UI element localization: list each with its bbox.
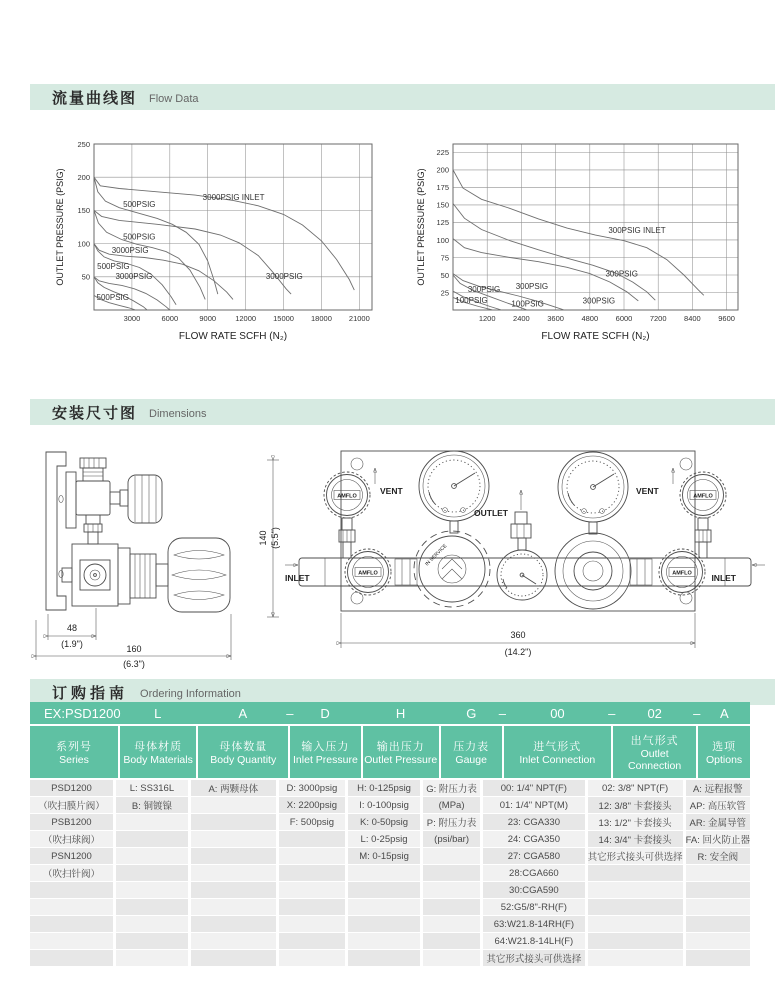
curve-label: 3000PSIG INLET [202, 192, 265, 202]
column-header-en: Inlet Pressure [293, 754, 358, 766]
table-cell [348, 865, 420, 881]
table-cell [191, 882, 276, 898]
table-cell [686, 933, 750, 949]
table-cell [423, 865, 480, 881]
table-cell [116, 882, 188, 898]
table-cell [116, 899, 188, 915]
table-cell: 24: CGA350 [483, 831, 584, 847]
table-cell [348, 933, 420, 949]
curve-label: 3000PSIG [111, 245, 149, 255]
flow-chart-3000psig [52, 134, 382, 351]
table-cell [116, 916, 188, 932]
table-cell: 28:CGA660 [483, 865, 584, 881]
ordering-title-zh: 订购指南 [52, 684, 129, 702]
pressure-gauge-right [558, 452, 628, 534]
x-tick-label: 9000 [199, 314, 217, 323]
x-tick-label: 4800 [581, 314, 599, 323]
svg-text:VENT: VENT [380, 486, 403, 496]
table-cell [116, 950, 188, 966]
dimension-48 [48, 608, 96, 649]
y-tick-label: 50 [81, 272, 90, 282]
table-cell [279, 882, 345, 898]
table-cell: L: 0-25psig [348, 831, 420, 847]
table-cell [423, 916, 480, 932]
in-service-knob [414, 531, 490, 607]
curve-label: 300PSIG [605, 269, 638, 279]
table-cell [348, 899, 420, 915]
y-tick-label: 175 [436, 183, 449, 193]
table-cell [423, 882, 480, 898]
y-tick-label: 200 [436, 165, 449, 175]
y-axis-title: OUTLET PRESSURE (PSIG) [55, 168, 65, 286]
amflo-logo: AMFLO [672, 570, 692, 577]
column-header-zh: 进气形式 [533, 741, 582, 753]
table-cell [423, 848, 480, 864]
ordering-code-cell: G [466, 705, 477, 721]
column-header-zh: 出气形式 [630, 735, 679, 747]
table-cell: （吹扫针阀） [30, 865, 113, 881]
flow-data-title-en: Flow Data [149, 92, 199, 105]
ordering-table-body [30, 780, 750, 966]
svg-text:INLET: INLET [285, 573, 310, 583]
table-cell [588, 865, 683, 881]
x-tick-label: 12000 [235, 314, 257, 323]
table-cell: AP: 高压软管 [686, 797, 750, 813]
table-cell: 01: 1/4" NPT(M) [483, 797, 584, 813]
column-header-zh: 压力表 [453, 741, 490, 753]
table-cell: A: 远程报警 [686, 780, 750, 796]
table-cell [348, 916, 420, 932]
outlet-gauge [497, 550, 547, 600]
x-tick-label: 9600 [718, 314, 735, 323]
x-tick-label: 15000 [273, 314, 294, 323]
table-cell: R: 安全阀 [686, 848, 750, 864]
table-cell [423, 950, 480, 966]
y-tick-label: 50 [440, 270, 449, 280]
amflo-logo: AMFLO [358, 570, 378, 577]
table-cell: F: 500psig [279, 814, 345, 830]
curve-label: 100PSIG [511, 299, 544, 309]
table-cell [30, 950, 113, 966]
column-header [504, 726, 612, 778]
table-cell: I: 0-100psig [348, 797, 420, 813]
table-cell: L: SS316L [116, 780, 188, 796]
table-cell: 其它形式接头可供选择 [588, 848, 683, 864]
curve-label: 500PSIG [97, 261, 130, 271]
y-tick-label: 150 [436, 200, 449, 210]
column-header-zh: 输出压力 [376, 741, 425, 753]
table-cell [116, 814, 188, 830]
table-cell [191, 831, 276, 847]
table-cell [588, 916, 683, 932]
table-cell: PSN1200 [30, 848, 113, 864]
amflo-logo: AMFLO [337, 493, 357, 500]
table-cell [588, 950, 683, 966]
dimension-360 [341, 613, 695, 657]
dim-160-label: 160 [126, 644, 142, 654]
code-separator-dash: – [608, 705, 616, 721]
dim-360-label: 360 [510, 630, 526, 640]
x-tick-label: 2400 [513, 314, 530, 323]
table-cell: 27: CGA580 [483, 848, 584, 864]
table-cell [30, 882, 113, 898]
column-header-en: Gauge [455, 754, 487, 766]
y-tick-label: 25 [440, 288, 449, 298]
ordering-code-cell: A [238, 705, 248, 721]
table-cell [686, 899, 750, 915]
y-tick-label: 150 [77, 206, 90, 216]
dim-140-label: 140 [258, 530, 268, 546]
column-header [698, 726, 750, 778]
table-cell: 23: CGA330 [483, 814, 584, 830]
y-tick-label: 100 [77, 239, 90, 249]
column-header [363, 726, 439, 778]
table-cell: B: 铜镀镍 [116, 797, 188, 813]
column-header-en: Inlet Connection [519, 754, 596, 766]
x-tick-label: 6000 [615, 314, 633, 323]
x-axis-title: FLOW RATE SCFH (N₂) [178, 331, 288, 342]
curve-label: 100PSIG [455, 295, 488, 305]
dimension-140 [258, 460, 280, 617]
front-view-drawing [285, 438, 765, 688]
table-cell: FA: 回火防止器 [686, 831, 750, 847]
table-cell [116, 848, 188, 864]
table-cell: (MPa) [423, 797, 480, 813]
column-header-zh: 母体材质 [134, 741, 183, 753]
table-cell: G: 附压力表 [423, 780, 480, 796]
table-cell: 13: 1/2" 卡套接头 [588, 814, 683, 830]
column-header-zh: 母体数量 [219, 741, 268, 753]
table-cell [191, 899, 276, 915]
dim-360-inch-label: (14.2") [504, 647, 532, 657]
table-cell: 30:CGA590 [483, 882, 584, 898]
column-header [30, 726, 118, 778]
column-header [198, 726, 288, 778]
dim-48-inch-label: (1.9") [61, 639, 83, 649]
flow-chart-300psig [413, 134, 748, 351]
table-cell [30, 899, 113, 915]
column-header-zh: 选项 [712, 741, 737, 753]
x-tick-label: 18000 [311, 314, 332, 323]
svg-text:VENT: VENT [636, 486, 659, 496]
table-cell [686, 916, 750, 932]
table-cell [588, 882, 683, 898]
vent-label-left [375, 468, 403, 496]
table-cell [348, 882, 420, 898]
table-cell: 02: 3/8" NPT(F) [588, 780, 683, 796]
column-header [613, 726, 696, 778]
curve-label: 500PSIG [96, 293, 129, 303]
x-tick-label: 8400 [684, 314, 701, 323]
inlet-label-right [711, 565, 765, 583]
table-cell: 12: 3/8" 卡套接头 [588, 797, 683, 813]
table-cell [686, 865, 750, 881]
column-header-zh: 输入压力 [301, 741, 350, 753]
curve-label: 500PSIG [123, 232, 156, 242]
hand-knob [168, 538, 230, 612]
y-tick-label: 250 [77, 139, 90, 149]
table-cell [423, 899, 480, 915]
table-cell [279, 933, 345, 949]
table-cell [191, 865, 276, 881]
table-cell [279, 950, 345, 966]
flow-curve [453, 170, 704, 295]
table-cell [191, 950, 276, 966]
ordering-table-header [30, 726, 750, 778]
vent-label-right [636, 468, 673, 496]
table-cell: 64:W21.8-14LH(F) [483, 933, 584, 949]
curve-label: 500PSIG [123, 200, 156, 210]
x-axis-title: FLOW RATE SCFH (N₂) [541, 331, 650, 342]
flow-chart-300psig-svg [413, 134, 748, 346]
table-cell: （吹扫球阀） [30, 831, 113, 847]
column-header [120, 726, 196, 778]
ordering-code-cell: H [395, 705, 406, 721]
curve-label: 300PSIG [582, 296, 616, 306]
table-cell [191, 916, 276, 932]
table-cell: X: 2200psig [279, 797, 345, 813]
y-tick-label: 100 [436, 235, 449, 245]
dimensions-title-en: Dimensions [149, 407, 207, 420]
curve-label: 3000PSIG [115, 271, 153, 281]
dimensions-section-header [30, 399, 775, 425]
code-separator-dash: – [693, 705, 701, 721]
center-regulator [555, 533, 631, 609]
table-cell: AR: 金属导管 [686, 814, 750, 830]
curve-label: 3000PSIG [265, 271, 303, 281]
column-header-en: Body Quantity [210, 754, 277, 766]
column-header-en: Options [705, 754, 743, 766]
column-header-en: Outlet Pressure [364, 754, 438, 766]
table-cell: D: 3000psig [279, 780, 345, 796]
table-cell [279, 848, 345, 864]
table-cell [279, 899, 345, 915]
y-tick-label: 200 [77, 173, 90, 182]
mounting-plate [341, 451, 695, 611]
ordering-code-cell: 00 [550, 705, 565, 721]
table-cell [279, 831, 345, 847]
table-cell [116, 831, 188, 847]
table-cell: （吹扫膜片阀） [30, 797, 113, 813]
purge-valve-lower-right [659, 549, 705, 595]
ordering-example-row [30, 702, 750, 724]
ordering-code-cell: L [154, 705, 162, 721]
ordering-code-cell: 02 [647, 705, 662, 721]
table-cell: PSD1200 [30, 780, 113, 796]
table-cell: 00: 1/4" NPT(F) [483, 780, 584, 796]
column-header-en: Series [59, 754, 89, 766]
outlet-label [474, 490, 521, 518]
dimensions-title-zh: 安装尺寸图 [52, 404, 138, 422]
dim-48-label: 48 [66, 623, 78, 633]
dim-140-inch-label: (5.5") [270, 527, 280, 549]
lower-regulator [62, 544, 168, 606]
table-cell [30, 916, 113, 932]
ordering-code-cell: D [320, 705, 330, 721]
column-header-en: Outlet Connection [628, 748, 682, 772]
table-cell [191, 933, 276, 949]
column-header [441, 726, 502, 778]
x-tick-label: 7200 [649, 314, 667, 323]
x-tick-label: 1200 [478, 314, 496, 323]
curve-label: 300PSIG [515, 281, 549, 291]
table-cell: H: 0-125psig [348, 780, 420, 796]
table-cell [191, 814, 276, 830]
column-header [290, 726, 360, 778]
svg-text:OUTLET: OUTLET [474, 508, 508, 518]
outlet-port [511, 512, 531, 550]
table-cell [588, 933, 683, 949]
y-tick-label: 225 [436, 148, 449, 158]
table-cell [279, 865, 345, 881]
amflo-logo: AMFLO [693, 493, 713, 500]
purge-valve-upper-right [680, 472, 726, 558]
ordering-example-prefix: EX:PSD1200 [44, 705, 121, 721]
code-separator-dash: – [286, 705, 294, 721]
table-cell [588, 899, 683, 915]
upper-regulator [66, 458, 162, 544]
ordering-example-codes [30, 702, 750, 724]
table-cell: K: 0-50psig [348, 814, 420, 830]
mounting-bracket [46, 452, 66, 610]
y-axis-title: OUTLET PRESSURE (PSIG) [416, 168, 426, 286]
table-cell [191, 848, 276, 864]
inlet-label-left [285, 565, 310, 583]
x-tick-label: 3600 [547, 314, 564, 323]
x-tick-label: 3000 [123, 314, 141, 323]
table-cell: (psi/bar) [423, 831, 480, 847]
table-cell [279, 916, 345, 932]
table-cell [116, 933, 188, 949]
column-header-zh: 系列号 [56, 741, 92, 753]
table-cell [116, 865, 188, 881]
side-view-drawing [28, 442, 288, 672]
table-cell: 14: 3/4" 卡套接头 [588, 831, 683, 847]
table-cell [30, 933, 113, 949]
table-cell: 63:W21.8-14RH(F) [483, 916, 584, 932]
table-cell: 52:G5/8"-RH(F) [483, 899, 584, 915]
table-cell: A: 两颗母体 [191, 780, 276, 796]
pressure-gauge-left [419, 451, 489, 533]
dim-160-inch-label: (6.3") [123, 659, 145, 669]
flow-data-title-zh: 流量曲线图 [52, 89, 138, 107]
table-cell: M: 0-15psig [348, 848, 420, 864]
table-cell [686, 882, 750, 898]
y-tick-label: 125 [436, 218, 449, 228]
curve-label: 300PSIG [467, 284, 501, 294]
table-cell: 其它形式接头可供选择 [483, 950, 584, 966]
table-cell [423, 933, 480, 949]
in-service-label: IN SERVICE [424, 543, 449, 568]
y-tick-label: 75 [440, 253, 449, 263]
flow-data-section-header [30, 84, 775, 110]
ordering-code-cell: A [720, 705, 729, 721]
purge-valve-lower-left [345, 549, 391, 595]
table-cell: PSB1200 [30, 814, 113, 830]
table-cell [191, 797, 276, 813]
curve-label: 300PSIG INLET [608, 225, 666, 235]
flow-chart-3000psig-svg [52, 134, 382, 346]
ordering-title-en: Ordering Information [140, 687, 241, 700]
column-header-en: Body Materials [123, 754, 193, 766]
table-cell [348, 950, 420, 966]
table-cell: P: 附压力表 [423, 814, 480, 830]
x-tick-label: 21000 [348, 314, 370, 323]
x-tick-label: 6000 [161, 314, 179, 323]
purge-valve-upper-left [324, 472, 370, 558]
code-separator-dash: – [498, 705, 506, 721]
table-cell [686, 950, 750, 966]
svg-text:INLET: INLET [711, 573, 736, 583]
